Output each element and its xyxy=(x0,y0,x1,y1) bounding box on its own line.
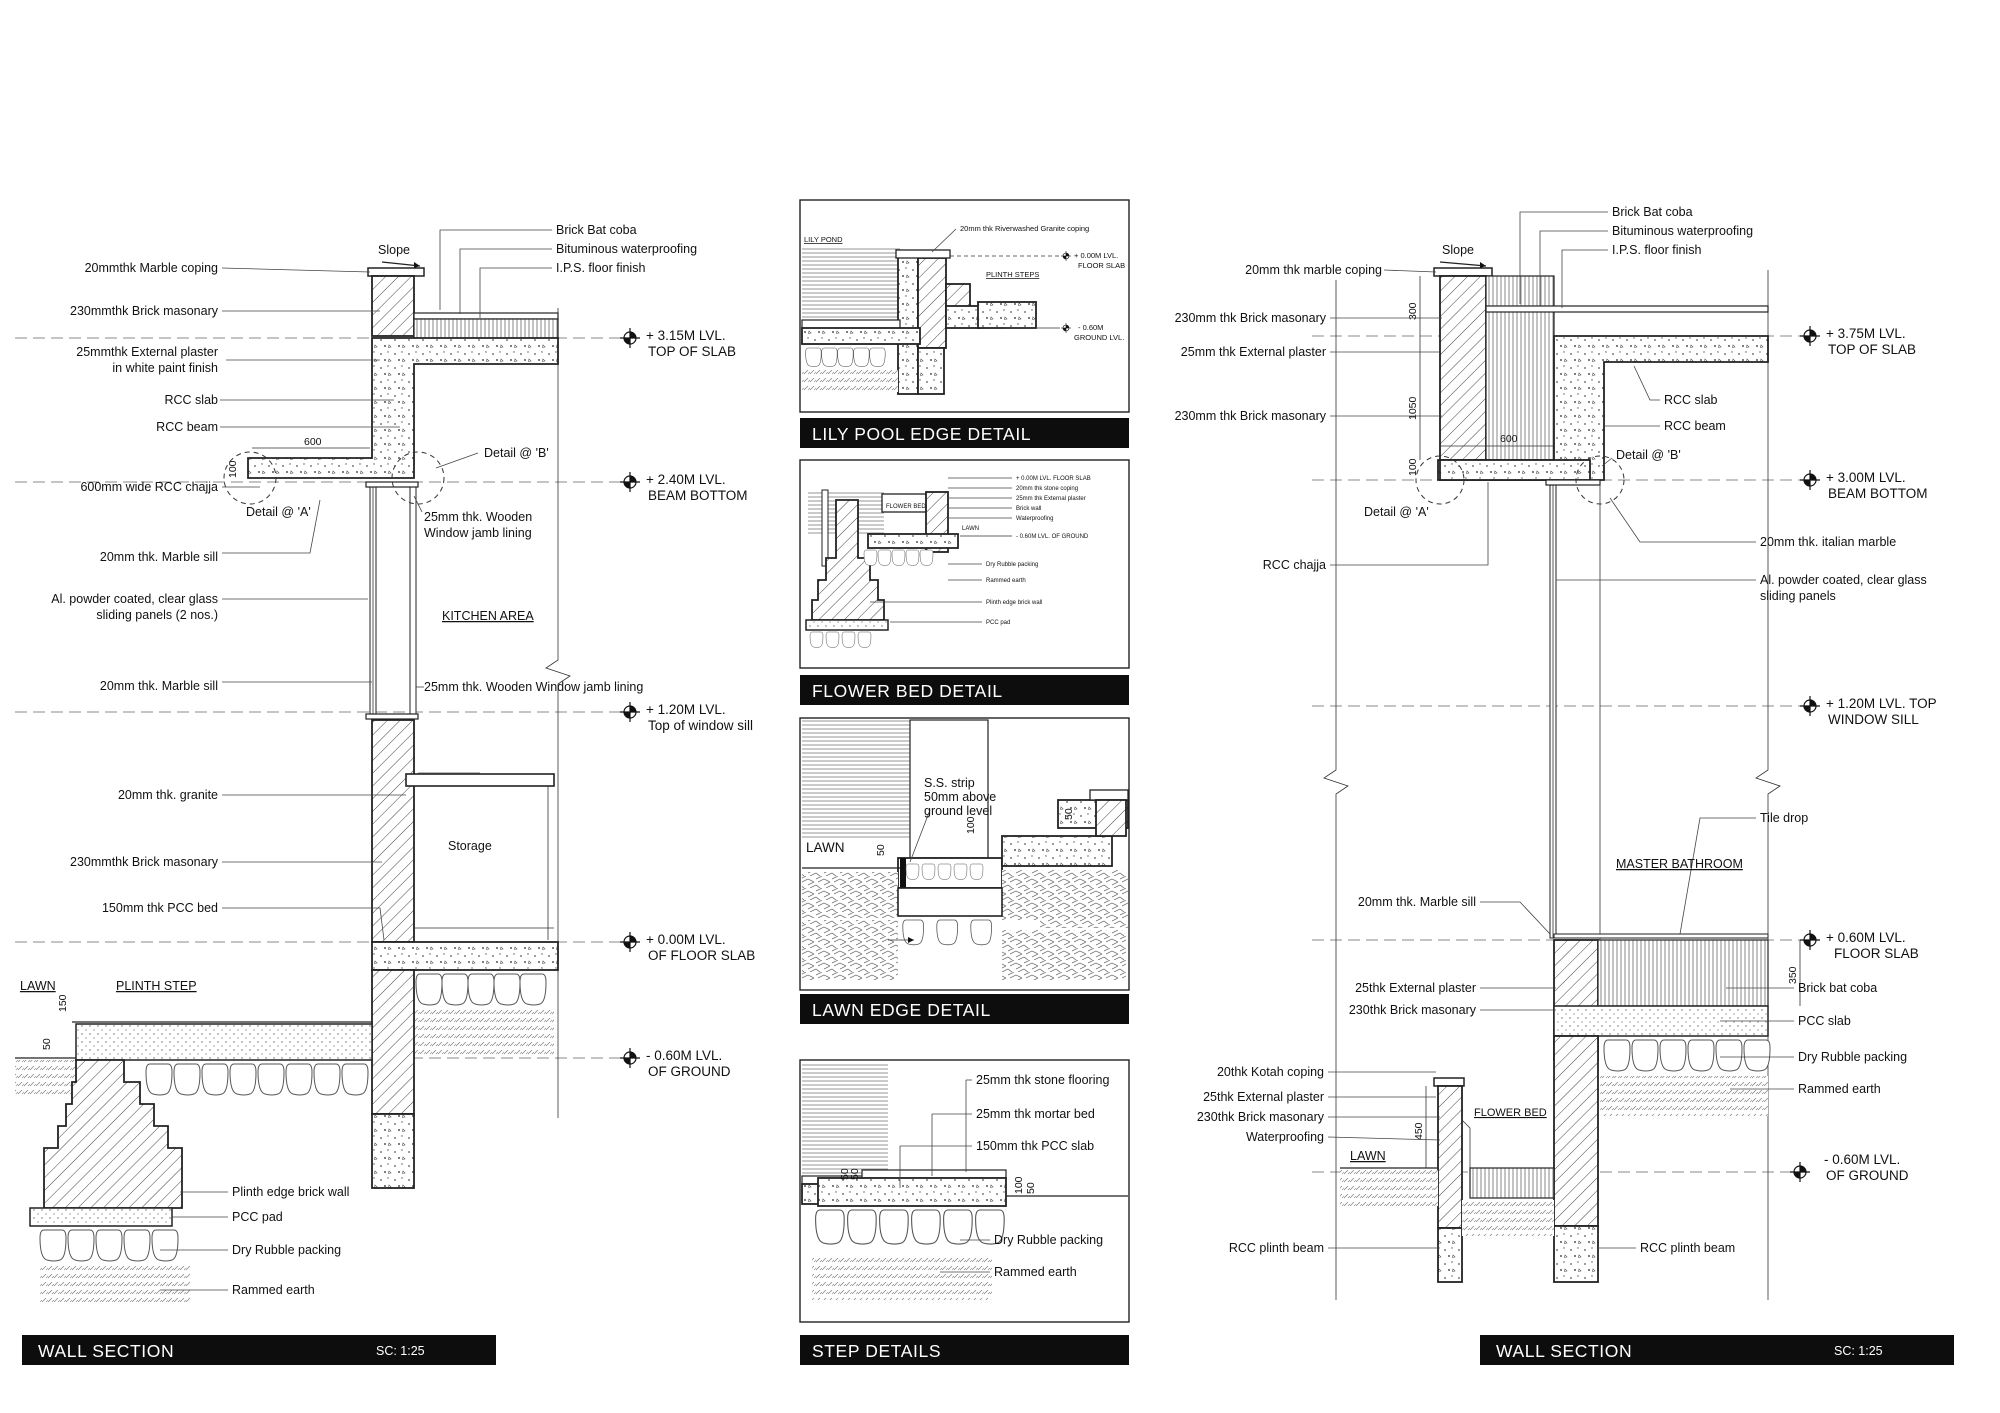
step-dim-50a: 50 xyxy=(839,1168,851,1180)
level-5-line1: - 0.60M LVL. xyxy=(646,1048,723,1063)
label-ext-plaster-1: 25mmthk External plaster xyxy=(76,345,218,359)
r-slope-label: Slope xyxy=(1442,243,1474,257)
level-1-line1: + 3.15M LVL. xyxy=(646,328,726,343)
flower-note-3: 25mm thk External plaster xyxy=(1016,496,1086,502)
left-wall-section xyxy=(15,223,755,1365)
lily-title: LILY POOL EDGE DETAIL xyxy=(812,424,1032,444)
label-marble-sill-top: 20mm thk. Marble sill xyxy=(99,550,218,564)
dim-150: 150 xyxy=(57,994,69,1012)
lily-level-b1: - 0.60M xyxy=(1078,323,1104,332)
r-label-rcc-slab: RCC slab xyxy=(1664,393,1718,407)
level-5-line2: OF GROUND xyxy=(648,1064,731,1079)
r-dim-100: 100 xyxy=(1407,458,1419,476)
middle-details xyxy=(800,200,1129,1365)
r-dim-1050: 1050 xyxy=(1407,396,1419,420)
right-scale: SC: 1:25 xyxy=(1834,1344,1883,1358)
dim-100: 100 xyxy=(227,460,239,478)
level-3-line1: + 1.20M LVL. xyxy=(646,702,726,717)
label-ext-plaster-2: in white paint finish xyxy=(112,361,218,375)
label-kitchen: KITCHEN AREA xyxy=(442,609,534,623)
r-label-ips: I.P.S. floor finish xyxy=(1612,243,1702,257)
r-label-brick-b2: 230thk Brick masonary xyxy=(1196,1110,1324,1124)
r-label-plinth-beam-r: RCC plinth beam xyxy=(1640,1241,1736,1255)
step-title: STEP DETAILS xyxy=(812,1341,942,1361)
label-detail-a: Detail @ 'A' xyxy=(246,505,311,519)
right-title: WALL SECTION xyxy=(1496,1341,1633,1361)
r-label-brick-b: 230mm thk Brick masonary xyxy=(1174,409,1326,423)
label-rcc-beam: RCC beam xyxy=(156,420,218,434)
r-label-brick-bat-coba: Brick Bat coba xyxy=(1612,205,1693,219)
r-dim-600: 600 xyxy=(1500,433,1518,445)
r-label-detail-b: Detail @ 'B' xyxy=(1616,448,1681,462)
r-label-marble-sill: 20mm thk. Marble sill xyxy=(1357,895,1476,909)
r-label-bathroom: MASTER BATHROOM xyxy=(1616,857,1743,871)
r-dim-300: 300 xyxy=(1407,302,1419,320)
lily-pool-drawing xyxy=(802,229,1071,394)
label-pcc-pad: PCC pad xyxy=(232,1210,283,1224)
lily-pond: LILY POND xyxy=(804,235,843,244)
lily-plinth: PLINTH STEPS xyxy=(986,270,1040,279)
r-label-lawn: LAWN xyxy=(1350,1149,1386,1163)
level-2-line1: + 2.40M LVL. xyxy=(646,472,726,487)
r-label-ext-plaster: 25mm thk External plaster xyxy=(1180,345,1326,359)
lawn-label: LAWN xyxy=(806,840,845,855)
flower-note-5: Waterproofing xyxy=(1016,516,1054,522)
r-label-ext-plaster-25: 25thk External plaster xyxy=(1355,981,1476,995)
label-brick-bat-coba: Brick Bat coba xyxy=(556,223,637,237)
r-level-4-line2: FLOOR SLAB xyxy=(1834,946,1919,961)
label-rammed: Rammed earth xyxy=(232,1283,315,1297)
r-label-ext-plaster-b: 25thk External plaster xyxy=(1203,1090,1324,1104)
lily-level-b2: GROUND LVL. xyxy=(1074,333,1125,342)
label-marble-coping: 20mmthk Marble coping xyxy=(84,261,218,275)
step-dim-50b: 50 xyxy=(849,1168,861,1180)
label-plinth-step: PLINTH STEP xyxy=(116,979,197,993)
lily-level-a1: + 0.00M LVL. xyxy=(1074,251,1119,260)
r-label-tile-drop: Tile drop xyxy=(1760,811,1809,825)
r-dim-450: 450 xyxy=(1413,1122,1425,1140)
label-ips: I.P.S. floor finish xyxy=(556,261,646,275)
left-scale: SC: 1:25 xyxy=(376,1344,425,1358)
label-jamb-bottom: 25mm thk. Wooden Window jamb lining xyxy=(424,680,644,694)
r-label-kotah: 20thk Kotah coping xyxy=(1216,1065,1324,1079)
lawn-dim-50b: 50 xyxy=(1063,808,1075,820)
r-level-3-line2: WINDOW SILL xyxy=(1828,712,1919,727)
label-marble-sill-bottom: 20mm thk. Marble sill xyxy=(99,679,218,693)
r-label-dry-rubble: Dry Rubble packing xyxy=(1798,1050,1908,1064)
r-dim-350: 350 xyxy=(1787,966,1799,984)
lawn-ss-2: 50mm above xyxy=(924,790,997,804)
label-lawn: LAWN xyxy=(20,979,56,993)
flower-lawn-label: LAWN xyxy=(962,526,980,532)
r-label-brick-a: 230mm thk Brick masonary xyxy=(1174,311,1326,325)
r-label-rammed: Rammed earth xyxy=(1798,1082,1881,1096)
label-dry-rubble: Dry Rubble packing xyxy=(232,1243,342,1257)
r-level-3-line1: + 1.20M LVL. TOP xyxy=(1826,696,1937,711)
r-label-italian: 20mm thk. italian marble xyxy=(1760,535,1897,549)
flower-note-10: PCC pad xyxy=(986,620,1011,626)
label-bituminous: Bituminous waterproofing xyxy=(556,242,698,256)
level-2-line2: BEAM BOTTOM xyxy=(648,488,748,503)
label-jamb-2: Window jamb lining xyxy=(424,526,532,540)
level-1-line2: TOP OF SLAB xyxy=(648,344,737,359)
r-label-waterproofing: Waterproofing xyxy=(1245,1130,1324,1144)
label-chajja: 600mm wide RCC chajja xyxy=(80,480,218,494)
r-label-rcc-chajja: RCC chajja xyxy=(1262,558,1326,572)
step-mortar: 25mm thk mortar bed xyxy=(976,1107,1095,1121)
flower-note-4: Brick wall xyxy=(1016,506,1042,512)
lawn-title: LAWN EDGE DETAIL xyxy=(812,1000,991,1020)
lawn-ss-1: S.S. strip xyxy=(924,776,975,790)
flower-note-1: + 0.00M LVL. FLOOR SLAB xyxy=(1016,476,1091,482)
r-label-glass-1: Al. powder coated, clear glass xyxy=(1760,573,1927,587)
flower-note-2: 20mm thk stone coping xyxy=(1016,486,1079,492)
r-level-2-line1: + 3.00M LVL. xyxy=(1826,470,1906,485)
lawn-ss-3: ground level xyxy=(924,804,993,818)
label-brick-masonary: 230mmthk Brick masonary xyxy=(70,304,218,318)
flower-note-9: Plinth edge brick wall xyxy=(986,600,1043,606)
level-4-line1: + 0.00M LVL. xyxy=(646,932,726,947)
step-stone: 25mm thk stone flooring xyxy=(976,1073,1110,1087)
left-title: WALL SECTION xyxy=(38,1341,175,1361)
flower-note-7: Dry Rubble packing xyxy=(986,562,1039,568)
flower-note-8: Rammed earth xyxy=(986,578,1026,584)
level-4-line2: OF FLOOR SLAB xyxy=(648,948,756,963)
r-label-brick-bat-coba-2: Brick bat coba xyxy=(1798,981,1878,995)
lawn-edge-drawing xyxy=(802,720,1128,980)
label-glass-2: sliding panels (2 nos.) xyxy=(96,608,218,622)
label-granite: 20mm thk. granite xyxy=(117,788,218,802)
r-level-5-line1: - 0.60M LVL. xyxy=(1824,1152,1901,1167)
r-label-bituminous: Bituminous waterproofing xyxy=(1612,224,1754,238)
r-label-detail-a: Detail @ 'A' xyxy=(1364,505,1429,519)
lily-coping: 20mm thk Riverwashed Granite coping xyxy=(960,224,1090,233)
step-drawing xyxy=(802,1062,1128,1300)
label-detail-b: Detail @ 'B' xyxy=(484,446,549,460)
flower-note-6: - 0.60M LVL. OF GROUND xyxy=(1016,534,1089,540)
dim-600: 600 xyxy=(304,436,322,448)
label-storage: Storage xyxy=(448,839,492,853)
right-wall-section xyxy=(1175,205,1954,1365)
r-level-5-line2: OF GROUND xyxy=(1826,1168,1909,1183)
label-pcc-bed: 150mm thk PCC bed xyxy=(101,901,218,915)
r-label-rcc-beam: RCC beam xyxy=(1664,419,1726,433)
r-label-flower-bed: FLOWER BED xyxy=(1474,1107,1547,1119)
lawn-dim-100: 100 xyxy=(965,816,977,834)
step-dim-50c: 50 xyxy=(1025,1182,1037,1194)
r-label-glass-2: sliding panels xyxy=(1760,589,1836,603)
step-rammed: Rammed earth xyxy=(994,1265,1077,1279)
r-level-4-line1: + 0.60M LVL. xyxy=(1826,930,1906,945)
dim-50: 50 xyxy=(41,1038,53,1050)
r-label-plinth-beam-l: RCC plinth beam xyxy=(1228,1241,1324,1255)
lily-level-a2: FLOOR SLAB xyxy=(1078,261,1126,270)
label-rcc-slab: RCC slab xyxy=(164,393,218,407)
flower-bed-label: FLOWER BED xyxy=(886,504,926,510)
flower-title: FLOWER BED DETAIL xyxy=(812,681,1003,701)
lawn-dim-50a: 50 xyxy=(875,844,887,856)
r-level-1-line1: + 3.75M LVL. xyxy=(1826,326,1906,341)
step-dim-100: 100 xyxy=(1013,1176,1025,1194)
label-plinth-edge: Plinth edge brick wall xyxy=(232,1185,350,1199)
r-level-1-line2: TOP OF SLAB xyxy=(1828,342,1917,357)
label-glass-1: Al. powder coated, clear glass xyxy=(51,592,218,606)
r-label-marble-coping: 20mm thk marble coping xyxy=(1245,263,1382,277)
r-level-2-line2: BEAM BOTTOM xyxy=(1828,486,1928,501)
slope-label: Slope xyxy=(378,243,410,257)
level-3-line2: Top of window sill xyxy=(648,718,754,733)
step-rubble: Dry Rubble packing xyxy=(994,1233,1104,1247)
label-brick-masonary-2: 230mmthk Brick masonary xyxy=(70,855,218,869)
label-jamb-1: 25mm thk. Wooden xyxy=(424,510,533,524)
r-label-brick-230: 230thk Brick masonary xyxy=(1348,1003,1476,1017)
r-label-pcc-slab: PCC slab xyxy=(1798,1014,1851,1028)
step-pcc: 150mm thk PCC slab xyxy=(976,1139,1095,1153)
